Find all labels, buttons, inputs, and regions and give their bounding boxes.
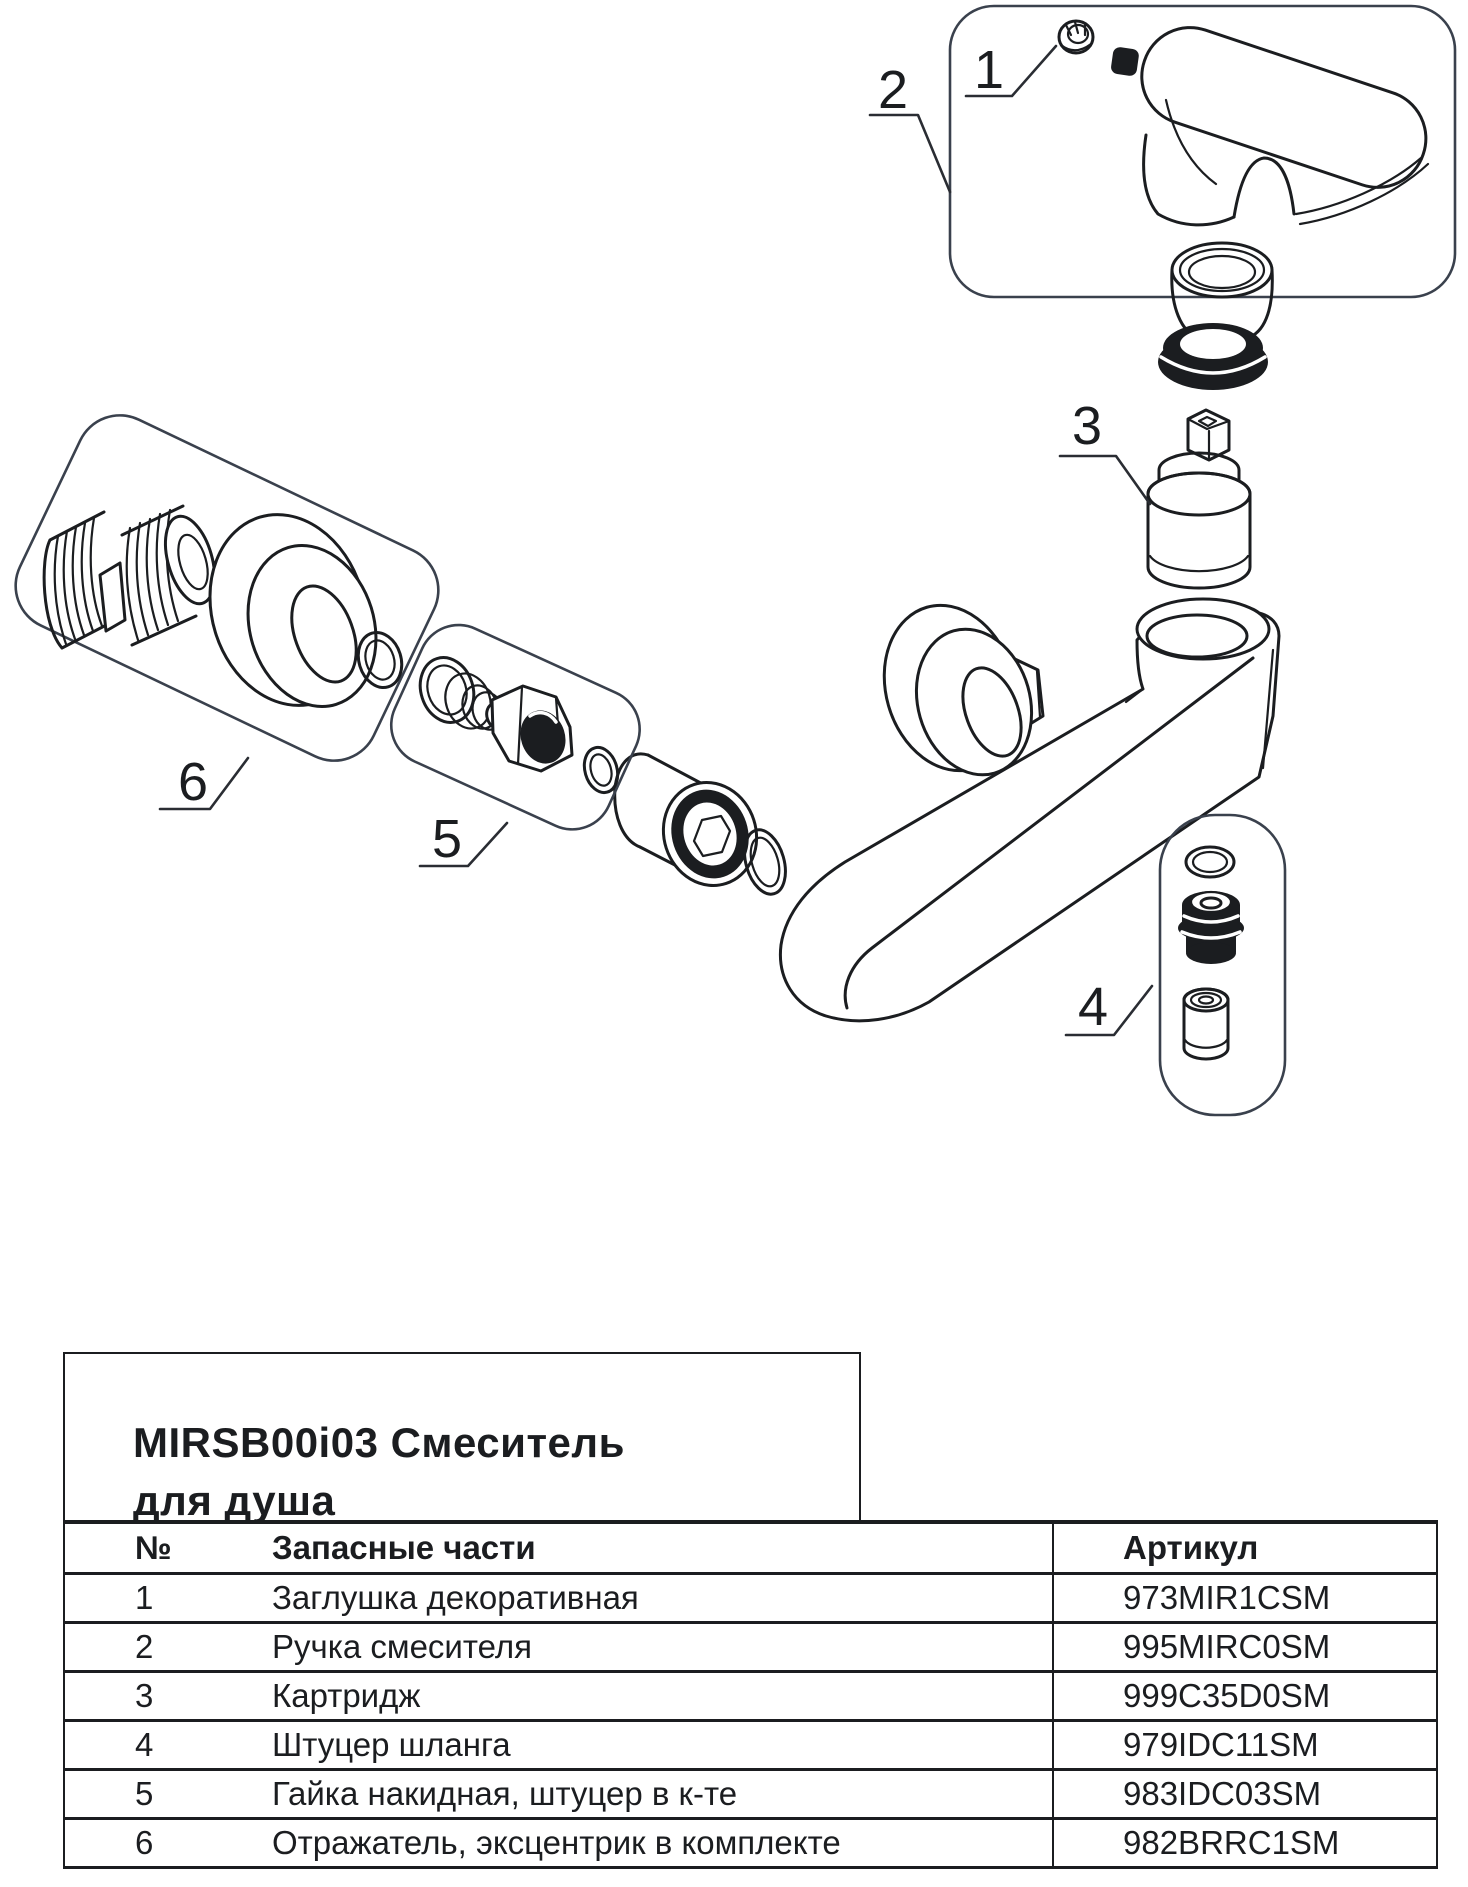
- table-row: [64, 1623, 1437, 1672]
- hex-socket-plug: [615, 754, 770, 898]
- callout-5-label: 5: [432, 809, 463, 869]
- reflector-flange-part: [187, 495, 395, 725]
- table-row: [64, 1819, 1437, 1868]
- callout-1-label: 1: [974, 40, 1005, 100]
- cartridge-part: [1148, 410, 1250, 588]
- callout-2: [870, 60, 950, 192]
- row-number: 1: [64, 1574, 209, 1623]
- callout-4: [1066, 977, 1152, 1037]
- callout-2-label: 2: [878, 60, 909, 120]
- mixer-handle-part: [1129, 15, 1439, 225]
- row-number: 6: [64, 1819, 209, 1868]
- handle-screw-plug: [1110, 46, 1140, 76]
- product-title-line1: MIRSB00i03 Смеситель: [133, 1419, 625, 1466]
- row-sku: 999C35D0SM: [1053, 1672, 1437, 1721]
- spare-parts-table: [63, 1520, 1438, 1869]
- callout-1: [966, 40, 1056, 100]
- row-part-name: Отражатель, эксцентрик в комплекте: [209, 1819, 1053, 1868]
- row-sku: 973MIR1CSM: [1053, 1574, 1437, 1623]
- hose-o-ring: [1186, 847, 1234, 877]
- row-number: 3: [64, 1672, 209, 1721]
- row-part-name: Заглушка декоративная: [209, 1574, 1053, 1623]
- row-sku: 979IDC11SM: [1053, 1721, 1437, 1770]
- row-part-name: Ручка смесителя: [209, 1623, 1053, 1672]
- decorative-cap-part: [1059, 21, 1093, 53]
- union-nut-part: [492, 686, 572, 771]
- callout-4-label: 4: [1078, 977, 1109, 1037]
- eccentric-fitting-part: [44, 506, 223, 648]
- callout-5: [420, 809, 507, 869]
- table-row: [64, 1721, 1437, 1770]
- callout-6: [160, 752, 248, 812]
- product-title-line2: для душа: [133, 1477, 336, 1524]
- table-row: [64, 1770, 1437, 1819]
- row-sku: 995MIRC0SM: [1053, 1623, 1437, 1672]
- table-row: [64, 1574, 1437, 1623]
- row-part-name: Картридж: [209, 1672, 1053, 1721]
- product-info-box: [63, 1352, 861, 1522]
- column-header-number: №: [64, 1522, 209, 1574]
- column-header-article: Артикул: [1053, 1522, 1437, 1574]
- callout-6-label: 6: [178, 752, 209, 812]
- table-header-row: [64, 1522, 1437, 1574]
- callout-3-label: 3: [1072, 396, 1103, 456]
- hose-nipple-part: [1178, 891, 1244, 964]
- row-number: 2: [64, 1623, 209, 1672]
- row-sku: 982BRRC1SM: [1053, 1819, 1437, 1868]
- group-box-hose-nipple: [1160, 815, 1285, 1115]
- cartridge-seal-ring: [1158, 323, 1268, 390]
- row-number: 4: [64, 1721, 209, 1770]
- table-row: [64, 1672, 1437, 1721]
- hose-insert-part: [1184, 989, 1228, 1059]
- row-part-name: Штуцер шланга: [209, 1721, 1053, 1770]
- row-part-name: Гайка накидная, штуцер в к-те: [209, 1770, 1053, 1819]
- product-title: [133, 1414, 859, 1530]
- callout-3: [1060, 396, 1150, 504]
- row-sku: 983IDC03SM: [1053, 1770, 1437, 1819]
- row-number: 5: [64, 1770, 209, 1819]
- column-header-parts: Запасные части: [209, 1522, 1053, 1574]
